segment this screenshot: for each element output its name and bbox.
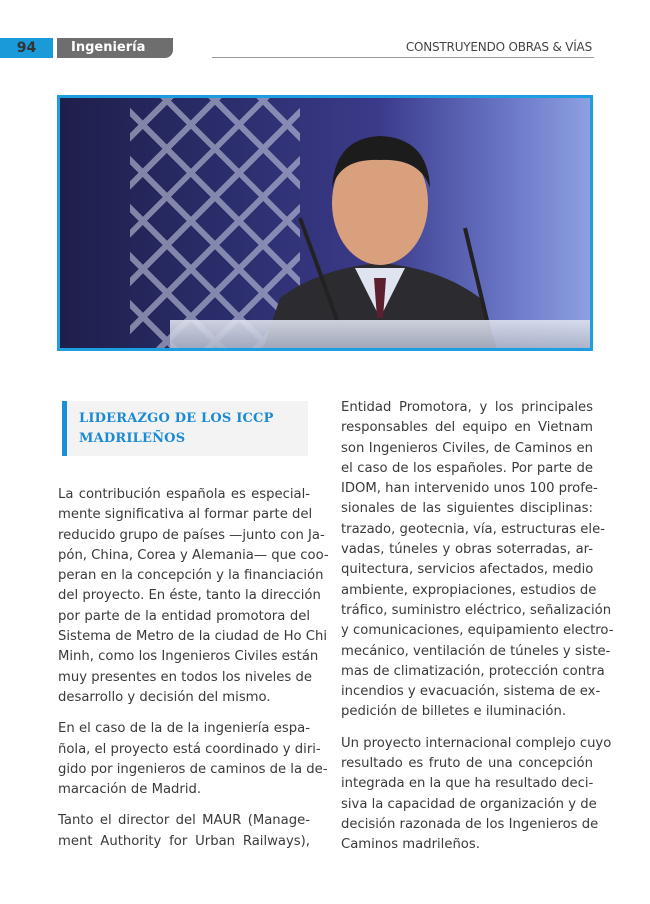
text-line: responsables del equipo en Vietnam	[341, 420, 593, 436]
podium	[170, 320, 590, 351]
paragraph	[58, 719, 328, 800]
subheading-line: MADRILEÑOS	[79, 431, 186, 446]
paragraph	[58, 811, 310, 852]
text-line: trazado, geotecnia, vía, estructuras ele-	[341, 521, 605, 537]
text-line: Un proyecto internacional complejo cuyo	[341, 735, 612, 751]
text-line: mente significativa al formar parte del	[58, 507, 313, 523]
page-number: 94	[0, 38, 53, 58]
paragraph	[341, 398, 614, 723]
text-line: desarrollo y decisión del mismo.	[58, 689, 271, 705]
text-line: decisión razonada de los Ingenieros de	[341, 816, 599, 832]
text-line: reducido grupo de países —junto con Ja-	[58, 527, 325, 543]
text-line: Entidad Promotora, y los principales	[341, 400, 593, 415]
text-line: vadas, túneles y obras soterradas, ar-	[341, 542, 593, 558]
text-line: y comunicaciones, equipamiento electro-	[341, 623, 614, 639]
text-line: marcación de Madrid.	[58, 782, 202, 798]
text-line: pón, China, Corea y Alemania— que coo-	[58, 547, 329, 563]
text-line: Minh, como los Ingenieros Civiles están	[58, 649, 319, 665]
section-tab: Ingeniería Civil	[57, 38, 173, 58]
text-line: incendios y evacuación, sistema de ex-	[341, 684, 601, 700]
text-line: Caminos madrileños.	[341, 837, 480, 853]
text-line: el caso de los españoles. Por parte de	[341, 460, 593, 476]
text-line: La contribución española es especial-	[58, 487, 310, 502]
text-line: ment Authority for Urban Railways),	[58, 833, 310, 849]
subheading-line: LIDERAZGO DE LOS ICCP	[79, 411, 274, 426]
text-line: gido por ingenieros de caminos de la de-	[58, 761, 328, 777]
text-line: tráfico, suministro eléctrico, señalización	[341, 602, 612, 618]
text-line: IDOM, han intervenido unos 100 profe-	[341, 481, 598, 497]
left-column	[58, 485, 329, 852]
running-title: CONSTRUYENDO OBRAS & VÍAS	[405, 40, 592, 54]
text-line: integrada en la que ha resultado deci-	[341, 776, 594, 792]
text-line: sionales de las siguientes disciplinas:	[341, 501, 593, 517]
text-line: resultado es fruto de una concepción	[341, 756, 593, 772]
text-line: ambiente, expropiaciones, estudios de	[341, 582, 597, 598]
speaker-figure	[240, 118, 520, 351]
text-line: ñola, el proyecto está coordinado y diri-	[58, 741, 321, 757]
text-line: pedición de billetes e iluminación.	[341, 704, 567, 720]
text-line: peran en la concepción y la financiación	[58, 568, 324, 584]
text-line: mas de climatización, protección contra	[341, 663, 605, 679]
text-line: mecánico, ventilación de túneles y siste-	[341, 643, 611, 659]
text-line: son Ingenieros Civiles, de Caminos en	[341, 440, 593, 456]
text-line: Sistema de Metro de la ciudad de Ho Chi	[58, 629, 328, 645]
text-line: por parte de la entidad promotora del	[58, 608, 310, 624]
header-rule	[212, 57, 594, 58]
text-line: del proyecto. En éste, tanto la dirección	[58, 588, 321, 604]
paragraph	[341, 734, 612, 856]
text-line: quitectura, servicios afectados, medio	[341, 562, 594, 578]
speaker-photo	[57, 95, 593, 351]
text-line: En el caso de la de la ingeniería espa-	[58, 721, 310, 737]
paragraph	[58, 485, 329, 708]
text-line: Tanto el director del MAUR (Manage-	[58, 813, 310, 829]
right-column	[341, 398, 614, 856]
text-line: siva la capacidad de organización y de	[341, 796, 597, 812]
subheading-box	[62, 401, 308, 456]
text-line: muy presentes en todos los niveles de	[58, 669, 312, 685]
